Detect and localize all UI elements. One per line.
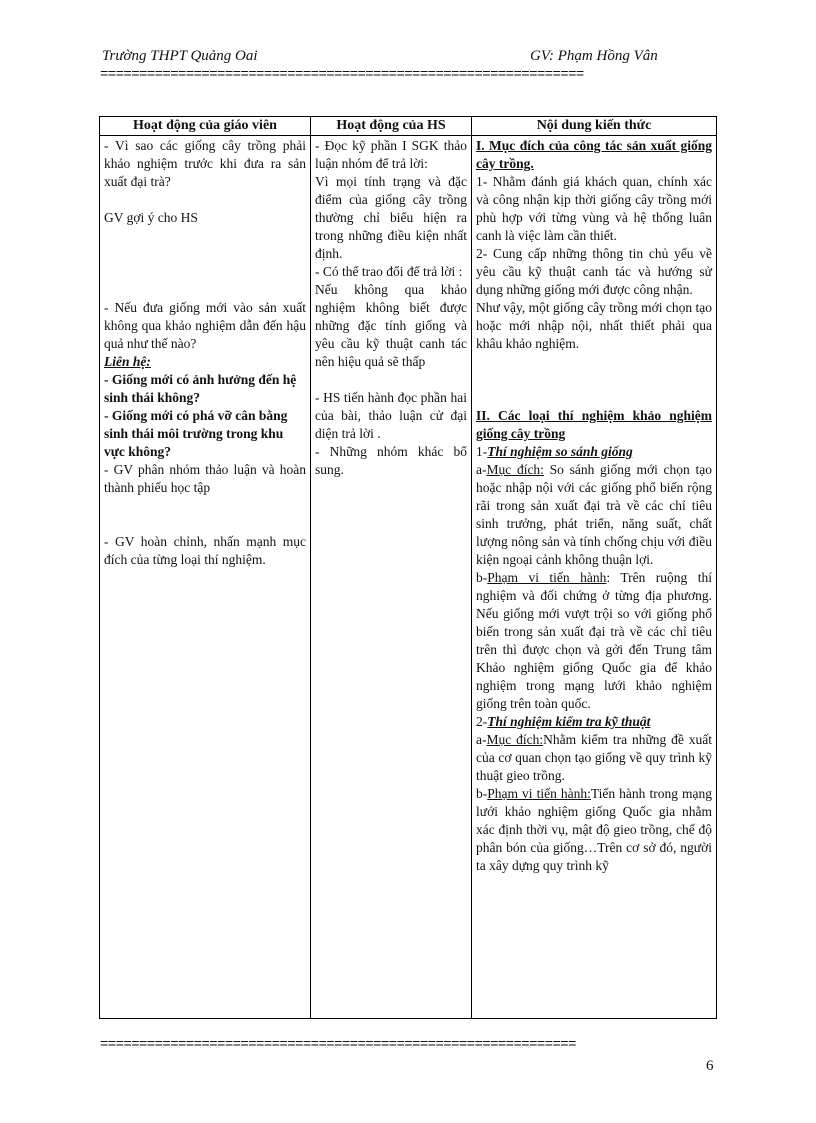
test-2-heading <box>476 713 712 731</box>
section-1-conclusion: Như vậy, một giống cây trồng mới chọn tạo hoặc mới nhập nội, nhất thiết phải qua khâu khảo nghiệm. <box>476 300 712 351</box>
teacher-link-question-2: - Giống mới có phá vỡ cân bằng sinh thái môi trường trong khu vực không? <box>104 408 288 459</box>
section-1-point-1: 1- Nhằm đánh giá khách quan, chính xác và công nhận kịp thời giống cây trồng mới phù hợp với từng vùng và hệ thống luân canh là việc làm cần thiết. <box>476 174 712 243</box>
test-2-purpose-text: Nhằm kiểm tra những đề xuất của cơ quan chọn tạo giống về quy trình kỹ thuật gieo trồng. <box>476 732 712 783</box>
test-2-purpose-prefix: a- <box>476 732 487 747</box>
footer-rule: ============================================================= <box>100 1037 576 1053</box>
teacher-question-2: - Nếu đưa giống mới vào sản xuất không qua khảo nghiệm dẫn đến hậu quả như thế nào? <box>104 300 306 351</box>
section-1-point-2: 2- Cung cấp những thông tin chủ yếu về yêu cầu kỹ thuật canh tác và hướng sử dụng những giống mới được công nhận. <box>476 246 712 297</box>
test-1-scope-prefix: b- <box>476 570 488 585</box>
test-1-purpose-prefix: a- <box>476 462 487 477</box>
teacher-link-question-1: - Giống mới có ảnh hưởng đến hệ sinh thái không? <box>104 372 297 405</box>
student-cell <box>311 136 472 1019</box>
lesson-table <box>99 116 717 1019</box>
page-number: 6 <box>706 1058 714 1074</box>
teacher-question-1: - Vì sao các giống cây trồng phải khảo nghiệm trước khi đưa ra sản xuất đại trà? <box>104 138 306 189</box>
test-1-scope <box>476 569 712 713</box>
table-row <box>100 136 717 1019</box>
header-teacher: GV: Phạm Hồng Vân <box>530 48 658 64</box>
student-answer-6: - Những nhóm khác bổ sung. <box>315 444 467 477</box>
student-answer-5: - HS tiến hành đọc phần hai của bài, thảo luận cử đại diện trả lời . <box>315 390 467 441</box>
table-header-row <box>100 117 717 136</box>
test-1-scope-label: Phạm vi tiến hành <box>487 570 607 585</box>
test-1-scope-text: : Trên ruộng thí nghiệm và đối chứng ở từng địa phương. Nếu giống mới vượt trội so với giống phổ biến trong sản xuất đại trà về các chỉ tiêu trên thì được chọn và gởi đến Trung tâm Khảo nghiệm giống Quốc gia để khảo nghiệm trong mạng lưới khảo nghiệm giống trên toàn quốc. <box>476 570 712 711</box>
col-header-content: Nội dung kiến thức <box>472 117 717 136</box>
test-1-title: Thí nghiệm so sánh giống <box>487 444 633 459</box>
teacher-hint: GV gợi ý cho HS <box>104 210 198 225</box>
test-1-purpose <box>476 461 712 569</box>
teacher-group-task: - GV phân nhóm thảo luận và hoàn thành phiếu học tập <box>104 462 306 495</box>
student-answer-4: Nếu không qua khảo nghiệm không biết được những đặc tính giống và yêu cầu kỹ thuật canh tác nên hiệu quả sẽ thấp <box>315 282 467 369</box>
test-2-number: 2- <box>476 714 488 729</box>
test-2-purpose <box>476 731 712 785</box>
teacher-finish: - GV hoàn chỉnh, nhấn mạnh mục đích của từng loại thí nghiệm. <box>104 534 306 567</box>
test-1-purpose-label: Mục đích: <box>486 462 544 477</box>
test-1-heading <box>476 443 712 461</box>
test-2-scope-prefix: b- <box>476 786 488 801</box>
test-2-scope-text: Tiến hành trong mạng lưới khảo nghiệm giống Quốc gia nhằm xác định thời vụ, mật độ gieo trồng, chế độ phân bón của giống…Trên cơ sở đó, người ta xây dựng quy trình kỹ <box>476 786 712 873</box>
test-1-purpose-text: So sánh giống mới chọn tạo hoặc nhập nội với các giống phổ biến rộng rãi trong sản xuất đại trà về các chỉ tiêu sinh trưởng, phát triển, năng suất, chất lượng nông sản và tính chống chịu với điều kiện ngoại cảnh không thuận lợi. <box>476 462 712 567</box>
header-rule: ============================================================== <box>100 67 584 83</box>
student-answer-3: - Có thể trao đổi để trả lời : <box>315 264 463 279</box>
student-answer-2: Vì mọi tính trạng và đặc điểm của giống cây trồng thường chỉ biểu hiện ra trong những điều kiện nhất định. <box>315 174 467 261</box>
test-2-purpose-label: Mục đích: <box>486 732 544 747</box>
content-cell <box>472 136 717 1019</box>
test-2-scope-label: Phạm vi tiến hành: <box>487 786 591 801</box>
teacher-cell <box>100 136 311 1019</box>
student-answer-1: - Đọc kỹ phần I SGK thảo luận nhóm để trả lời: <box>315 138 467 171</box>
col-header-student: Hoạt động của HS <box>311 117 472 136</box>
test-2-title: Thí nghiệm kiểm tra kỹ thuật <box>487 714 651 729</box>
section-2-title: II. Các loại thí nghiệm khảo nghiệm giống cây trồng <box>476 408 712 441</box>
test-1-number: 1- <box>476 444 488 459</box>
col-header-teacher: Hoạt động của giáo viên <box>100 117 311 136</box>
teacher-link-label: Liên hệ: <box>104 354 151 369</box>
header-school: Trường THPT Quảng Oai <box>102 48 258 64</box>
test-2-scope <box>476 785 712 875</box>
section-1-title: I. Mục đích của công tác sản xuất giống cây trồng. <box>476 138 712 171</box>
